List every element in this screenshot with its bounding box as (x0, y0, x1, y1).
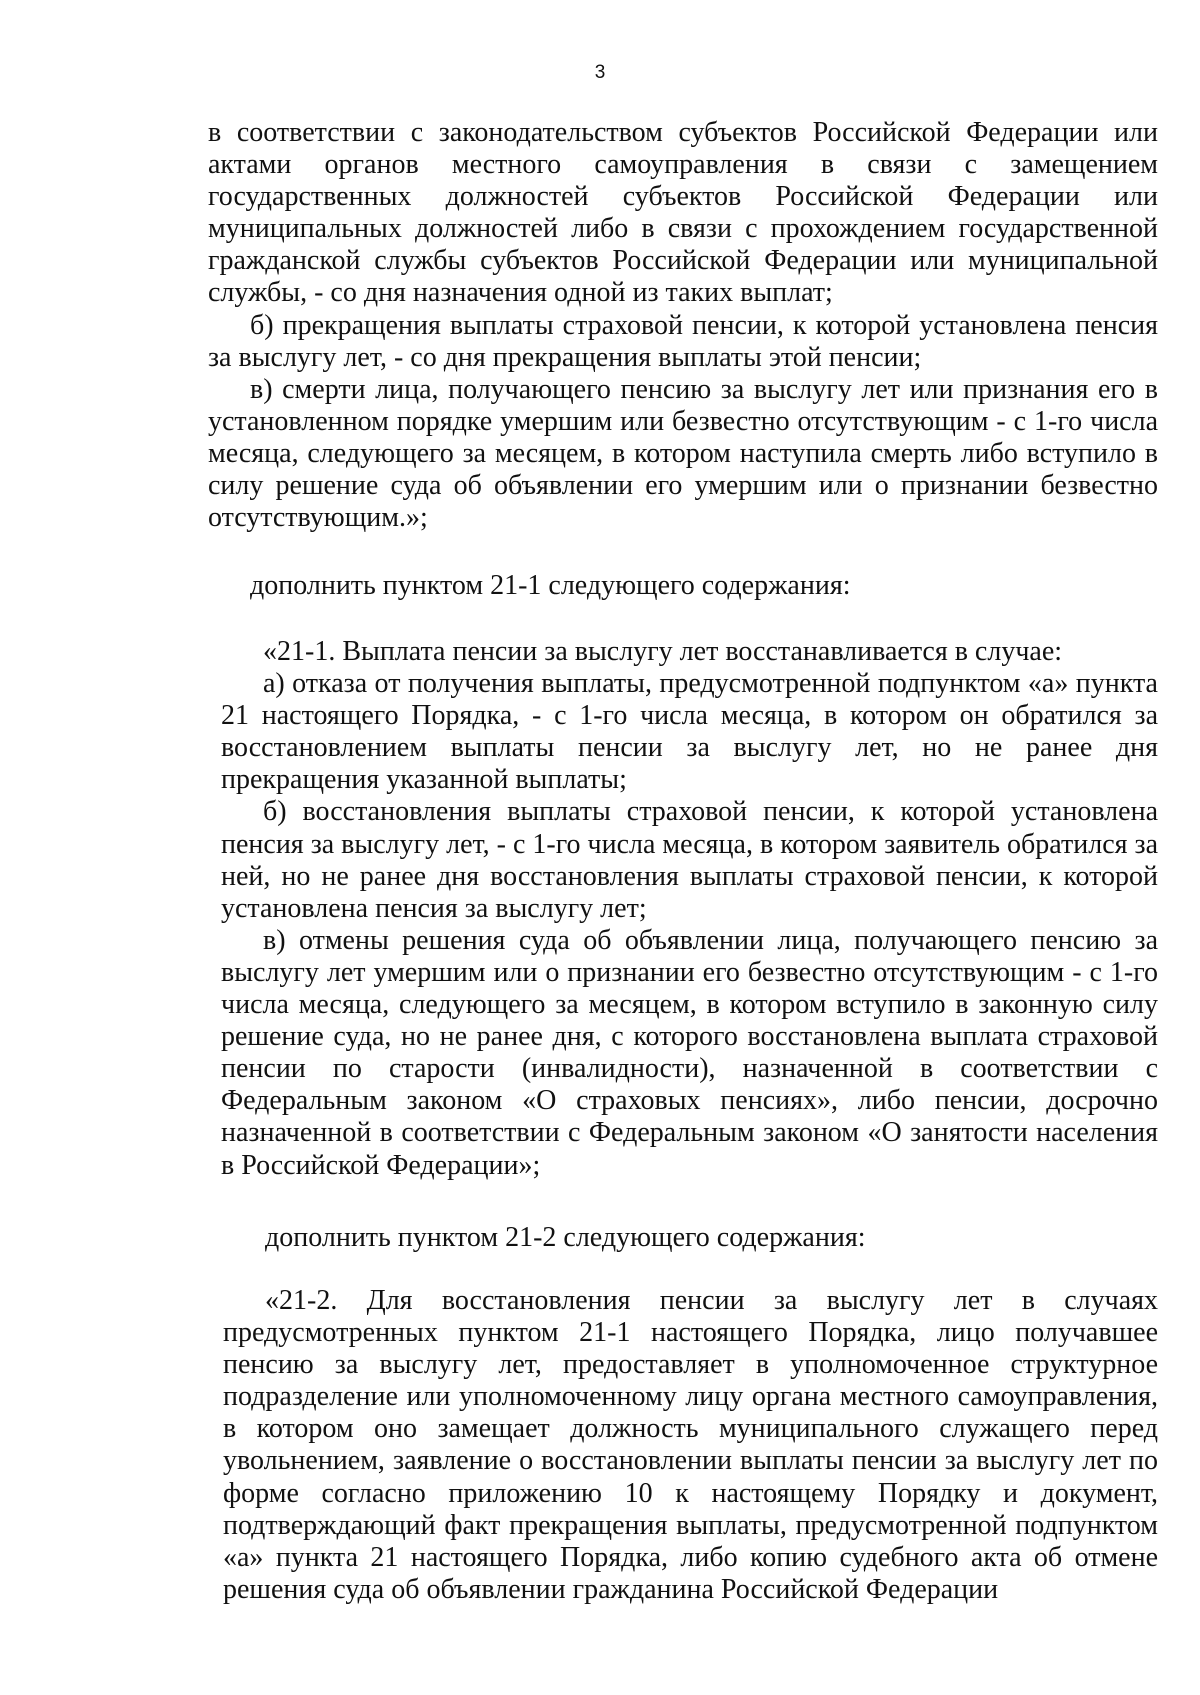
paragraph-item-b: б) прекращения выплаты страховой пенсии, к которой установлена пенсия за выслугу лет, - со дня прекращения выплаты этой пенсии; (208, 309, 1158, 373)
page-number: 3 (594, 62, 606, 83)
paragraph-block-21-continuation (208, 117, 1158, 534)
amendment-intro-21-2: дополнить пунктом 21-2 следующего содержания: (265, 1222, 866, 1253)
paragraph-item-v: в) смерти лица, получающего пенсию за выслугу лет или признания его в установленном порядке умершим или безвестно отсутствующим - с 1-го числа месяца, следующего за месяцем, в котором наступила смерть либо вступило в силу решение суда об объявлении его умершим или о признании безвестно отсутствующим.»; (208, 373, 1158, 534)
clause-21-1-item-b: б) восстановления выплаты страховой пенсии, к которой установлена пенсия за выслугу лет, - с 1-го числа месяца, в котором заявитель обратился за ней, но не ранее дня восстановления выплаты страховой пенсии, к которой установлена пенсия за выслугу лет; (221, 796, 1158, 924)
clause-21-1-block (221, 636, 1158, 1182)
clause-21-2-block (223, 1285, 1158, 1606)
paragraph-continuation: в соответствии с законодательством субъектов Российской Федерации или актами органов местного самоуправления в связи с замещением государственных должностей субъектов Российской Федерации или муниципальных должностей либо в связи с прохождением государственной гражданской службы субъектов Российской Федерации или муниципальной службы, - со дня назначения одной из таких выплат; (208, 117, 1158, 309)
clause-21-1-item-v: в) отмены решения суда об объявлении лица, получающего пенсию за выслугу лет умершим или о признании его безвестно отсутствующим - с 1-го числа месяца, следующего за месяцем, в котором вступило в законную силу решение суда, но не ранее дня, с которого восстановлена выплата страховой пенсии по старости (инвалидности), назначенной в соответствии с Федеральным законом «О страховых пенсиях», либо пенсии, досрочно назначенной в соответствии с Федеральным законом «О занятости населения в Российской Федерации»; (221, 924, 1158, 1181)
clause-21-1-item-a: а) отказа от получения выплаты, предусмотренной подпунктом «а» пункта 21 настоящего Порядка, - с 1-го числа месяца, в котором он обратился за восстановлением выплаты пенсии за выслугу лет, но не ранее дня прекращения указанной выплаты; (221, 668, 1158, 796)
amendment-intro-21-1: дополнить пунктом 21-1 следующего содержания: (250, 570, 851, 601)
clause-21-1-heading: «21-1. Выплата пенсии за выслугу лет восстанавливается в случае: (263, 636, 1063, 667)
clause-21-2-text: «21-2. Для восстановления пенсии за выслугу лет в случаях предусмотренных пунктом 21-1 настоящего Порядка, лицо получавшее пенсию за выслугу лет, предоставляет в уполномоченное структурное подразделение или уполномоченному лицу органа местного самоуправления, в котором оно замещает должность муниципального служащего перед увольнением, заявление о восстановлении выплаты пенсии за выслугу лет по форме согласно приложению 10 к настоящему Порядку и документ, подтверждающий факт прекращения выплаты, предусмотренной подпунктом «а» пункта 21 настоящего Порядка, либо копию судебного акта об отмене решения суда об объявлении гражданина Российской Федерации (223, 1285, 1158, 1605)
